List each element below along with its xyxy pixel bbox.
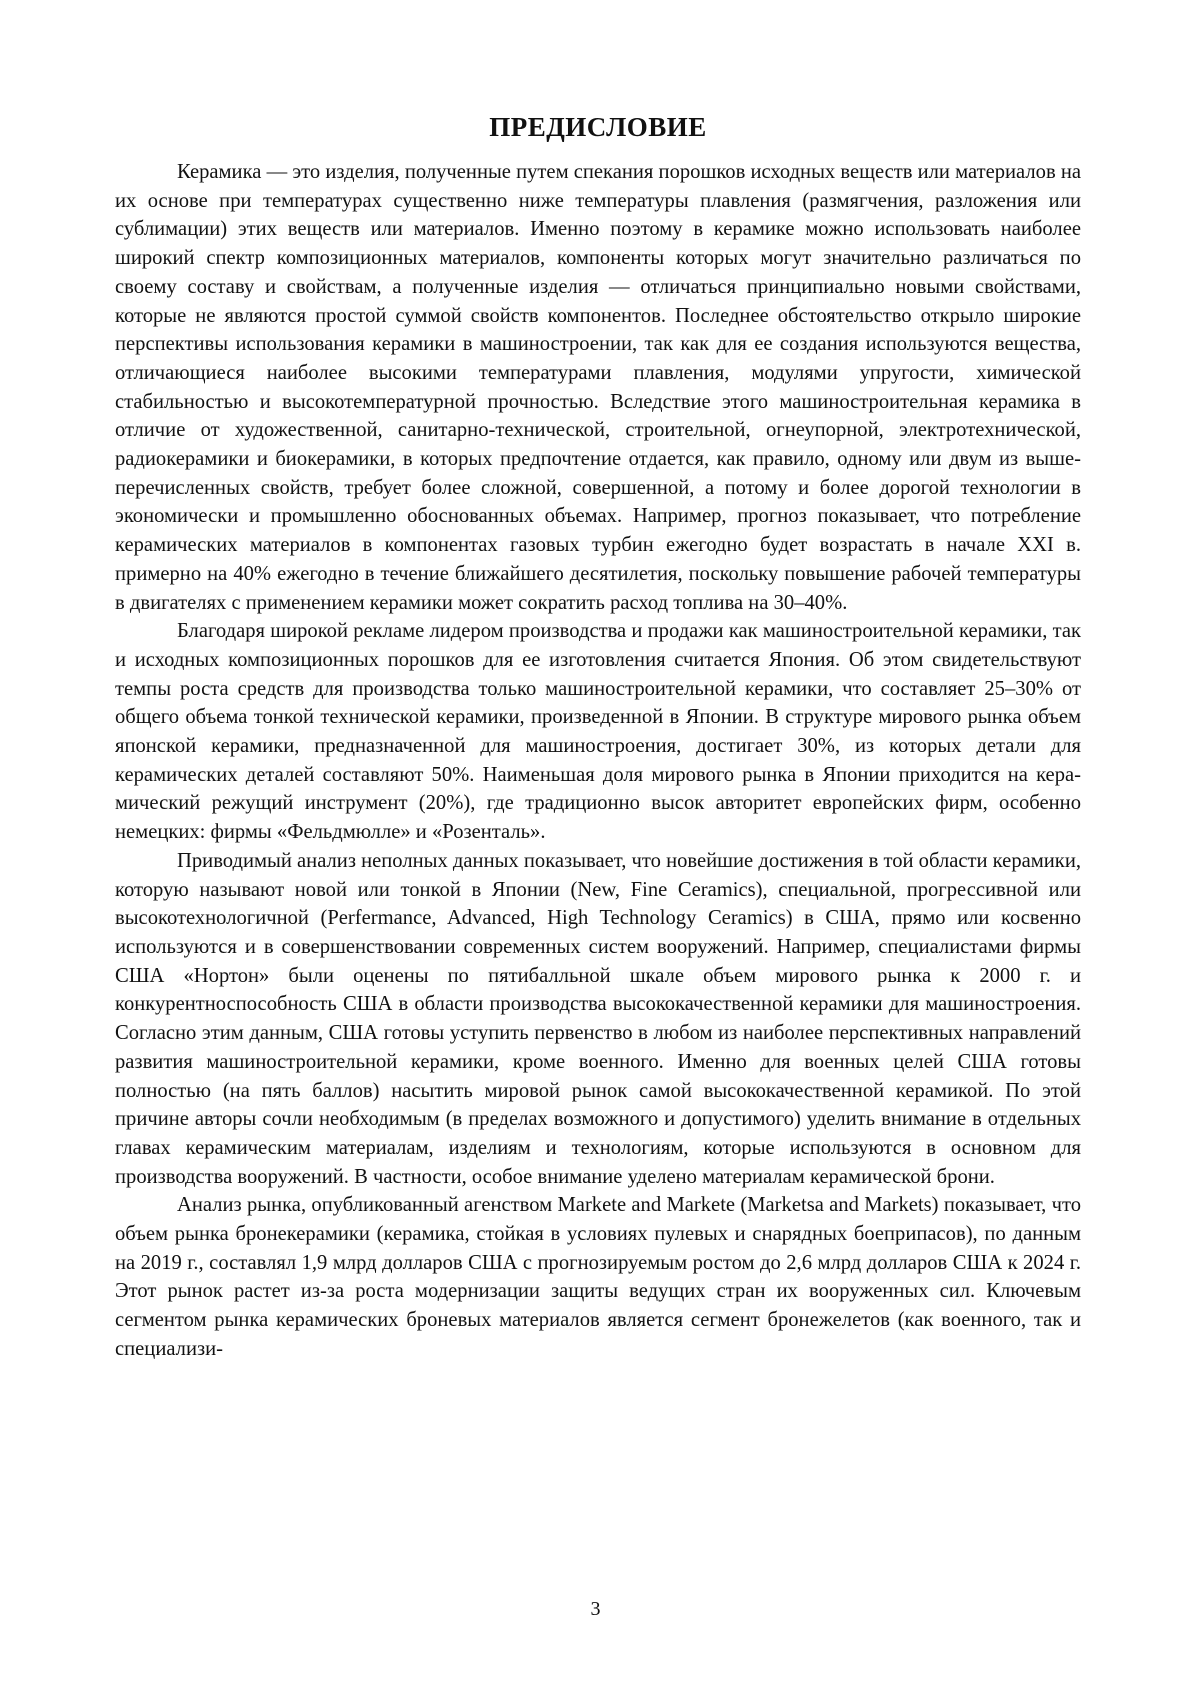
paragraph-4: Анализ рынка, опубликованный агенством Markete and Markete (Marketsa and Markets) показывает, что объем рынка бронекерамики (керамика, стойкая в условиях пулевых и снарядных боеприпасов), по данным на 2019 г., составлял 1,9 млрд долларов США с прогнозируемым ростом до 2,6 млрд долларов США к 2024 г. Этот рынок растет из-за роста модернизации защиты ведущих стран их вооруженных сил. Ключевым сегментом рынка керамических броневых материалов является сегмент бронежелетов (как военного, так и специализи- (115, 1194, 1081, 1360)
paragraph-3: Приводимый анализ неполных данных показывает, что новейшие достижения в той области керамики, которую называют новой или тонкой в Японии (New, Fine Ceramics), специальной, прогрессивной или высокотехнологичной (Perfermance, Advanced, High Technology Ceramics) в США, прямо или косвенно используются и в совершенствовании современных систем вооружений. Например, специалистами фирмы США «Нортон» были оценены по пятибалльной шкале объем мирового рынка к 2000 г. и конкурентноспособность США в области производства высококачественной керамики для машиностроения. Согласно этим данным, США готовы уступить первенство в любом из наиболее перспективных направлений развития машиностроительной керамики, кроме военного. Именно для военных целей США готовы полностью (на пять баллов) насытить мировой рынок самой высококачественной керамикой. По этой причине авторы сочли необходимым (в пределах возможного и допустимого) уделить внимание в отдельных главах керамическим материалам, изделиям и технологиям, которые используются в основном для производства вооружений. В частности, особое внимание уделено материалам керамической брони. (115, 849, 1081, 1188)
page-title: ПРЕДИСЛОВИЕ (489, 112, 707, 142)
page-number: 3 (590, 1598, 601, 1620)
page-body (115, 110, 1081, 1364)
paragraph-1: Керамика — это изделия, полученные путем спекания порошков исходных веществ или материалов на их основе при температурах существенно ниже температуры плавления (размягчения, разложения или сублимации) этих веществ или материалов. Именно поэтому в керамике можно использовать наиболее широкий спектр композиционных материалов, компоненты которых могут значительно различаться по своему составу и свойствам, а полученные изделия — отличаться принципиально новыми свойствами, которые не являются простой суммой свойств компонентов. Последнее обстоятельство открыло широкие перспективы использования керамики в машиностроении, так как для ее создания используются вещества, отличающиеся наиболее высокими температурами плавления, модулями упругости, химической стабильностью и высокотемпературной прочностью. Вследствие этого машиностроительная керамика в отличие от художественной, санитарно-технической, строительной, огнеупорной, электротехнической, радиокерамики и биокерамики, в которых предпочтение отдается, как правило, одному или двум из вышеперечисленных свойств, требует более сложной, совершенной, а потому и более дорогой технологии в экономически и промышленно обоснованных объемах. Например, прогноз показывает, что потребление керамических материалов в компонентах газовых турбин ежегодно будет возрастать в начале XXI в. примерно на 40% ежегодно в течение ближайшего десятилетия, поскольку повышение рабочей температуры в двигателях с применением керамики может сократить расход топлива на 30–40%. (115, 161, 1081, 614)
paragraph-2: Благодаря широкой рекламе лидером производства и продажи как машиностроительной керамики, так и исходных композиционных порошков для ее изготовления считается Япония. Об этом свидетельствуют темпы роста средств для производства только машиностроительной керамики, что составляет 25–30% от общего объема тонкой технической керамики, произведенной в Японии. В структуре мирового рынка объем японской керамики, предназначенной для машиностроения, достигает 30%, из которых детали для керамических деталей составляют 50%. Наименьшая доля мирового рынка в Японии приходится на керамический режущий инструмент (20%), где традиционно высок авторитет европейских фирм, особенно немецких: фирмы «Фельдмюлле» и «Розенталь». (115, 620, 1081, 844)
